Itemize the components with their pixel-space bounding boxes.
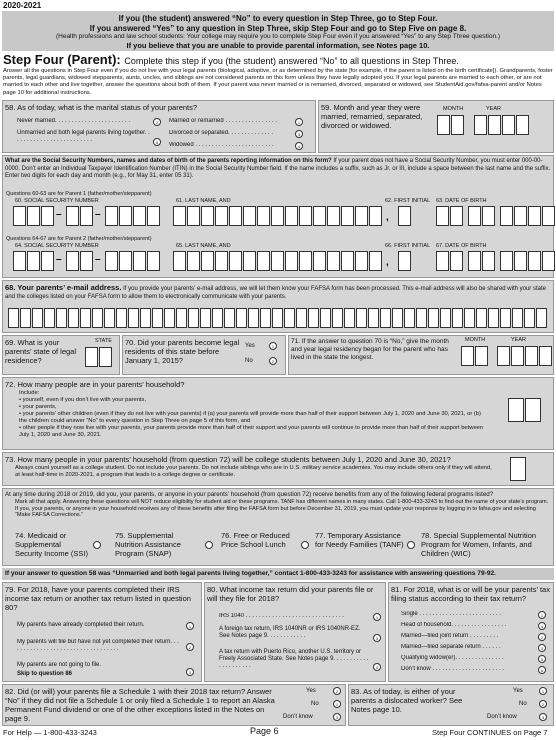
ssn-digit[interactable] bbox=[105, 251, 118, 271]
q59-month-label: MONTH bbox=[443, 106, 464, 112]
ssn-digit[interactable] bbox=[133, 251, 146, 271]
q59-year-digit[interactable] bbox=[502, 115, 515, 135]
last-name-letter[interactable] bbox=[355, 206, 368, 226]
q83-no-radio[interactable]: 2 bbox=[539, 700, 547, 708]
dob-month-digit[interactable] bbox=[450, 206, 463, 226]
ssn-digit[interactable] bbox=[147, 251, 160, 271]
benefit-74-checkbox[interactable] bbox=[93, 541, 101, 549]
last-name-letter[interactable] bbox=[173, 206, 186, 226]
q58-divorced-label: Divorced or separated. . . . . . . . . . . . . . bbox=[169, 130, 274, 136]
parent-identity-note: If your parent does not have a Social Security Number, you must enter 000-00-0000. Don’t enter an Individual Taxpayer Identification Number (ITIN) in the Social Security Number field. If the name includes a suffix, such as Jr. or III, include a space between the last name and the suffix. Enter two digits for each day and month (e.g., for May 31, enter 05 31). bbox=[5, 158, 551, 179]
last-name-letter[interactable] bbox=[229, 251, 242, 271]
step-title: Step Four (Parent): bbox=[3, 52, 121, 67]
last-name-letter[interactable] bbox=[299, 251, 312, 271]
q59-section bbox=[318, 100, 554, 153]
email-character-box[interactable] bbox=[404, 308, 415, 328]
banner-line-1: If you (the student) answered “No” to every question in Step Three, go to Step Four. bbox=[118, 14, 438, 23]
email-character-box[interactable] bbox=[140, 308, 151, 328]
footer-continues: Step Four CONTINUES on Page 7 bbox=[432, 728, 548, 737]
q72-count-digit[interactable] bbox=[508, 398, 524, 422]
q73-note: Always count yourself as a college student. Do not include your parents. Do not include siblings who are in U.S. military service academies. You may include others only if they will attend, at least half-time in 2020-2021, a program that leads to a college degree or certificate. bbox=[15, 465, 492, 478]
last-name-letter[interactable] bbox=[271, 206, 284, 226]
last-name-letter[interactable] bbox=[369, 251, 382, 271]
q73-count-digit[interactable] bbox=[510, 457, 526, 481]
q61-label: 61. LAST NAME, AND bbox=[176, 198, 231, 204]
q68-note: If you provide your parents’ e-mail address, we will let them know your FAFSA form has been processed. This e-mail address will also be shared with your state and the colleges listed on your FAFSA form to allow them to electronically communicate with your parents. bbox=[5, 286, 546, 300]
q68-text bbox=[5, 283, 551, 301]
benefit-77-label: 77. Temporary Assistance for Needy Families (TANF) bbox=[315, 531, 404, 549]
q63-label: 63. DATE OF BIRTH bbox=[436, 198, 487, 204]
ssn-digit[interactable] bbox=[27, 251, 40, 271]
q69-question: 69. What is your parents’ state of legal residence? bbox=[5, 338, 77, 365]
last-name-letter[interactable] bbox=[369, 206, 382, 226]
q79-question: 79. For 2018, have your parents completed their IRS income tax return or another tax return listed in question 80? bbox=[5, 585, 191, 612]
comma-separator: , bbox=[386, 212, 389, 223]
q72-bullet: • your parents, bbox=[19, 403, 57, 410]
q70-no-label: No bbox=[245, 358, 253, 364]
q58-married-radio[interactable]: 1 bbox=[295, 118, 303, 126]
q72-include-list bbox=[19, 390, 489, 439]
ssn-digit[interactable] bbox=[13, 206, 26, 226]
q58-married-label: Married or remarried . . . . . . . . . . . . . . . . bbox=[169, 118, 278, 124]
first-initial-box[interactable] bbox=[398, 206, 411, 226]
email-character-box[interactable] bbox=[500, 308, 511, 328]
q82-yes-radio[interactable]: 2 bbox=[333, 687, 341, 695]
q60-label: 60. SOCIAL SECURITY NUMBER bbox=[15, 198, 99, 204]
q80-section bbox=[204, 582, 386, 682]
ssn-digit[interactable] bbox=[119, 251, 132, 271]
unmarried-parents-notice: If your answer to question 58 was “Unmarried and both legal parents living together,” contact 1-800-433-3243 for assistance with answering questions 79-92. bbox=[2, 568, 554, 580]
q69-section bbox=[2, 335, 120, 375]
q70-section bbox=[122, 335, 286, 375]
ssn-digit[interactable] bbox=[80, 251, 93, 271]
q59-year-digit[interactable] bbox=[516, 115, 529, 135]
email-character-box[interactable] bbox=[236, 308, 247, 328]
q79-section bbox=[2, 582, 202, 682]
benefit-74-label: 74. Medicaid or Supplemental Security Income (SSI) bbox=[15, 531, 88, 558]
separator-dash: – bbox=[95, 209, 101, 220]
email-character-box[interactable] bbox=[356, 308, 367, 328]
q80-foreign-label: A foreign tax return, IRS 1040NR or IRS 1040NR-EZ. See Notes page 9. . . . . . . . . . . . bbox=[219, 626, 361, 640]
q71-month-digit[interactable] bbox=[461, 346, 474, 366]
step-heading bbox=[3, 52, 459, 68]
email-character-box[interactable] bbox=[44, 308, 55, 328]
email-character-box[interactable] bbox=[212, 308, 223, 328]
dob-year-digit[interactable] bbox=[542, 251, 555, 271]
q81-widow-radio[interactable]: 5 bbox=[538, 655, 546, 663]
q71-question: 71. If the answer to question 70 is “No,” give the month and year legal residency began for the parent who has lived in the state the longest. bbox=[291, 338, 449, 361]
q79-completed-label: My parents have already completed their return. bbox=[17, 622, 145, 628]
q59-question: 59. Month and year they were married, remarried, separated, divorced or widowed. bbox=[321, 103, 423, 130]
benefit-76-label: 76. Free or Reduced Price School Lunch bbox=[221, 531, 290, 549]
q81-single-radio[interactable]: 1 bbox=[538, 611, 546, 619]
email-character-box[interactable] bbox=[344, 308, 355, 328]
q72-count-digit[interactable] bbox=[525, 398, 541, 422]
footer-page-number: Page 6 bbox=[250, 726, 279, 736]
q80-question: 80. What income tax return did your parents file or will they file for 2018? bbox=[207, 585, 374, 603]
first-initial-box[interactable] bbox=[398, 251, 411, 271]
q72-question: 72. How many people are in your parents’ household? bbox=[5, 380, 185, 389]
q67-label: 67. DATE OF BIRTH bbox=[436, 243, 487, 249]
email-character-box[interactable] bbox=[20, 308, 31, 328]
q70-yes-radio[interactable]: 1 bbox=[269, 342, 277, 350]
last-name-letter[interactable] bbox=[355, 251, 368, 271]
last-name-letter[interactable] bbox=[341, 251, 354, 271]
q62-label: 62. FIRST INITIAL bbox=[385, 198, 431, 204]
last-name-letter[interactable] bbox=[257, 206, 270, 226]
email-character-box[interactable] bbox=[176, 308, 187, 328]
last-name-letter[interactable] bbox=[299, 206, 312, 226]
dob-year-digit[interactable] bbox=[514, 251, 527, 271]
q79-will-file-label: My parents will file but have not yet completed their return. . . . . . . . . . . . . . . . . . . . . . . . . . . . . . . . . . bbox=[17, 639, 179, 653]
parent-identity-section bbox=[2, 155, 554, 278]
q80-irs1040-label: IRS 1040 . . . . . . . . . . . . . . . . . . . . . . . . . . . . . . bbox=[219, 613, 345, 619]
benefit-77-checkbox[interactable] bbox=[407, 541, 415, 549]
dob-month-digit[interactable] bbox=[450, 251, 463, 271]
email-character-box[interactable] bbox=[260, 308, 271, 328]
q58-widowed-label: Widowed . . . . . . . . . . . . . . . . . . . . . . . . bbox=[169, 142, 274, 148]
ssn-digit[interactable] bbox=[27, 206, 40, 226]
ssn-digit[interactable] bbox=[133, 206, 146, 226]
last-name-letter[interactable] bbox=[271, 251, 284, 271]
last-name-letter[interactable] bbox=[327, 251, 340, 271]
q64-label: 64. SOCIAL SECURITY NUMBER bbox=[15, 243, 99, 249]
dob-day-digit[interactable] bbox=[482, 251, 495, 271]
q73-section bbox=[2, 452, 554, 486]
email-character-box[interactable] bbox=[152, 308, 163, 328]
parent2-heading: Questions 64-67 are for Parent 2 (father/mother/stepparent) bbox=[6, 236, 152, 242]
benefit-75-checkbox[interactable] bbox=[205, 541, 213, 549]
q71-year-label: YEAR bbox=[511, 337, 526, 343]
separator-dash: – bbox=[95, 254, 101, 265]
last-name-letter[interactable] bbox=[285, 251, 298, 271]
q79-not-file-label: My parents are not going to file. bbox=[17, 662, 102, 668]
q82-yes-label: Yes bbox=[306, 688, 316, 694]
q72-section bbox=[2, 377, 554, 450]
q58-unmarried-label: Unmarried and both legal parents living together. . . . . . . . . . . . . . . . . . . . . . . . . bbox=[17, 130, 150, 144]
benefit-75-label: 75. Supplemental Nutrition Assistance Program (SNAP) bbox=[115, 531, 181, 558]
q83-yes-label: Yes bbox=[513, 688, 523, 694]
q81-separate-label: Married—filed separate return . . . . . . bbox=[401, 644, 501, 650]
dob-day-digit[interactable] bbox=[468, 206, 481, 226]
q59-year-digit[interactable] bbox=[488, 115, 501, 135]
q58-widowed-radio[interactable]: 4 bbox=[295, 142, 303, 150]
last-name-letter[interactable] bbox=[285, 206, 298, 226]
q81-widow-label: Qualifying widow(er). . . . . . . . . . . . . . . bbox=[401, 655, 504, 661]
ssn-digit[interactable] bbox=[41, 251, 54, 271]
email-character-box[interactable] bbox=[284, 308, 295, 328]
email-character-box[interactable] bbox=[68, 308, 79, 328]
banner-line-3: (Health professions and law school students: Your college may require you to complete Step Four even if you answered “Yes” to any Step Three question.) bbox=[55, 33, 501, 41]
q83-no-label: No bbox=[519, 701, 527, 707]
last-name-letter[interactable] bbox=[187, 206, 200, 226]
q59-month-digit[interactable] bbox=[437, 115, 450, 135]
q69-state-label: STATE bbox=[95, 338, 112, 344]
ssn-digit[interactable] bbox=[13, 251, 26, 271]
form-year: 2020-2021 bbox=[3, 1, 42, 10]
email-character-box[interactable] bbox=[164, 308, 175, 328]
q58-question: 58. As of today, what is the marital status of your parents? bbox=[5, 103, 198, 112]
last-name-letter[interactable] bbox=[215, 206, 228, 226]
q71-year-digit[interactable] bbox=[497, 346, 510, 366]
q58-never-married-label: Never married. . . . . . . . . . . . . . . . . . . . . . . bbox=[17, 118, 131, 124]
q59-month-digit[interactable] bbox=[451, 115, 464, 135]
email-character-box[interactable] bbox=[452, 308, 463, 328]
ssn-digit[interactable] bbox=[105, 206, 118, 226]
separator-dash: – bbox=[56, 209, 62, 220]
q83-question: 83. As of today, is either of your parents a dislocated worker? See Notes page 10. bbox=[351, 687, 463, 714]
dob-year-digit[interactable] bbox=[514, 206, 527, 226]
q59-year-digit[interactable] bbox=[474, 115, 487, 135]
last-name-letter[interactable] bbox=[313, 251, 326, 271]
q79-will-file-radio[interactable]: 2 bbox=[186, 643, 194, 651]
email-character-box[interactable] bbox=[368, 308, 379, 328]
dob-year-digit[interactable] bbox=[528, 251, 541, 271]
email-character-box[interactable] bbox=[128, 308, 139, 328]
last-name-letter[interactable] bbox=[187, 251, 200, 271]
q81-question: 81. For 2018, what is or will be your parents’ tax filing status according to their tax return? bbox=[391, 585, 550, 603]
q68-question: 68. Your parents’ e-mail address. bbox=[5, 283, 122, 292]
email-character-box[interactable] bbox=[392, 308, 403, 328]
email-character-box[interactable] bbox=[104, 308, 115, 328]
q81-joint-radio[interactable]: 2 bbox=[538, 633, 546, 641]
banner-line-4: If you believe that you are unable to provide parental information, see Notes page 10. bbox=[126, 40, 430, 50]
ssn-digit[interactable] bbox=[119, 206, 132, 226]
dob-year-digit[interactable] bbox=[528, 206, 541, 226]
q58-section bbox=[2, 100, 316, 153]
q83-section bbox=[348, 684, 554, 726]
q71-month-digit[interactable] bbox=[475, 346, 488, 366]
dob-year-digit[interactable] bbox=[500, 206, 513, 226]
email-character-box[interactable] bbox=[428, 308, 439, 328]
email-character-box[interactable] bbox=[320, 308, 331, 328]
email-character-box[interactable] bbox=[116, 308, 127, 328]
q81-dont-know-radio[interactable]: 6 bbox=[538, 666, 546, 674]
q81-single-label: Single . . . . . . . . . . . . . . . . . . . . . . . . . bbox=[401, 611, 502, 617]
footer-help: For Help — 1-800-433-3243 bbox=[3, 728, 97, 737]
dob-year-digit[interactable] bbox=[542, 206, 555, 226]
benefit-78-label: 78. Special Supplemental Nutrition Program for Women, Infants, and Children (WIC) bbox=[421, 531, 537, 558]
separator-dash: – bbox=[56, 254, 62, 265]
email-character-box[interactable] bbox=[80, 308, 91, 328]
ssn-digit[interactable] bbox=[66, 251, 79, 271]
q82-no-radio[interactable]: 1 bbox=[333, 700, 341, 708]
q72-bullet: • other people if they now live with your parents, your parents provide more than half of their support and your parents will continue to provide more than half of their support between July 1, 2020 and June 30, 2021. bbox=[19, 424, 484, 438]
instruction-banner bbox=[2, 11, 554, 51]
last-name-letter[interactable] bbox=[243, 206, 256, 226]
dob-day-digit[interactable] bbox=[482, 206, 495, 226]
email-character-box[interactable] bbox=[332, 308, 343, 328]
email-character-box[interactable] bbox=[56, 308, 67, 328]
comma-separator: , bbox=[386, 257, 389, 268]
email-character-box[interactable] bbox=[200, 308, 211, 328]
last-name-letter[interactable] bbox=[215, 251, 228, 271]
last-name-letter[interactable] bbox=[229, 206, 242, 226]
q81-hoh-radio[interactable]: 4 bbox=[538, 622, 546, 630]
ssn-digit[interactable] bbox=[66, 206, 79, 226]
q65-label: 65. LAST NAME, AND bbox=[176, 243, 231, 249]
ssn-digit[interactable] bbox=[147, 206, 160, 226]
last-name-letter[interactable] bbox=[201, 206, 214, 226]
q69-state-letter[interactable] bbox=[85, 347, 98, 367]
email-character-box[interactable] bbox=[416, 308, 427, 328]
benefits-note: Mark all that apply. Answering these questions will NOT reduce eligibility for student aid or these programs. TANF has different names in many states. Call 1-800-433-3243 to find out the name of your state’s program. If you, your parents, or anyone in your household receives any of these benefits after filing the FAFSA form but before December 31, 2019, you must update your response by logging in to fafsa.gov and selecting “Make FAFSA Corrections.” bbox=[15, 499, 549, 519]
last-name-letter[interactable] bbox=[327, 206, 340, 226]
q79-completed-radio[interactable]: 1 bbox=[186, 622, 194, 630]
q70-yes-label: Yes bbox=[245, 343, 255, 349]
parent-identity-question: What are the Social Security Numbers, names and dates of birth of the parents reporting information on this form? bbox=[5, 158, 332, 164]
q59-year-label: YEAR bbox=[486, 106, 501, 112]
last-name-letter[interactable] bbox=[201, 251, 214, 271]
banner-line-2: If you answered “Yes” to any question in Step Three, skip Step Four and go to Step Five on page 8. bbox=[89, 23, 467, 33]
email-character-box[interactable] bbox=[272, 308, 283, 328]
q83-dont-know-label: Don’t know bbox=[487, 714, 517, 720]
last-name-letter[interactable] bbox=[243, 251, 256, 271]
email-character-box[interactable] bbox=[224, 308, 235, 328]
q81-section bbox=[388, 582, 554, 682]
email-character-box[interactable] bbox=[296, 308, 307, 328]
last-name-letter[interactable] bbox=[257, 251, 270, 271]
email-character-box[interactable] bbox=[188, 308, 199, 328]
step-subtitle: Complete this step if you (the student) answered “No” to all questions in Step Three. bbox=[124, 56, 459, 66]
q81-dont-know-label: Don’t know . . . . . . . . . . . . . . . . . . . . . . bbox=[401, 666, 505, 672]
q83-yes-radio[interactable]: 1 bbox=[539, 687, 547, 695]
email-character-box[interactable] bbox=[92, 308, 103, 328]
email-character-box[interactable] bbox=[524, 308, 535, 328]
ssn-digit[interactable] bbox=[80, 206, 93, 226]
email-character-box[interactable] bbox=[248, 308, 259, 328]
dob-month-digit[interactable] bbox=[436, 251, 449, 271]
step-intro: Answer all the questions in Step Four even if you do not live with your legal parents (biological, adoptive, or as determined by the state [for example, if the parent is listed on the birth certificate]). Grandparents, foster parents, legal guardians, widowed stepparents, aunts, uncles, and siblings are not considered parents on this form unless they have legally adopted you. If your legal parents are married to each other, or are not married to each other and live together, answer the questions about both of them. If your parent was never married or is remarried, divorced, separated or widowed, see StudentAid.gov/fafsa-parent and/or Notes page 10 for additional instructions. bbox=[3, 68, 553, 96]
q70-no-radio[interactable]: 2 bbox=[269, 357, 277, 365]
q82-dont-know-radio[interactable]: 3 bbox=[333, 713, 341, 721]
q81-separate-radio[interactable]: 3 bbox=[538, 644, 546, 652]
q79-skip-note: Skip to question 86 bbox=[17, 671, 73, 677]
q72-bullet: • yourself, even if you don’t live with your parents, bbox=[19, 396, 147, 403]
last-name-letter[interactable] bbox=[313, 206, 326, 226]
q69-state-letter[interactable] bbox=[99, 347, 112, 367]
q82-no-label: No bbox=[311, 701, 319, 707]
q70-question: 70. Did your parents become legal residents of this state before January 1, 2015? bbox=[125, 338, 240, 365]
q71-month-label: MONTH bbox=[465, 337, 486, 343]
q81-hoh-label: Head of household. . . . . . . . . . . . . . . . . bbox=[401, 622, 507, 628]
q71-year-digit[interactable] bbox=[511, 346, 524, 366]
email-character-box[interactable] bbox=[308, 308, 319, 328]
q79-not-file-radio[interactable]: 3 bbox=[186, 668, 194, 676]
q58-unmarried-radio[interactable]: 5 bbox=[153, 138, 161, 146]
dob-month-digit[interactable] bbox=[436, 206, 449, 226]
q82-question: 82. Did (or will) your parents file a Schedule 1 with their 2018 tax return? Answer “No” if they did not file a Schedule 1 or only filed a Schedule 1 to report an Alaska Permanent Fund dividend or one of the other exceptions listed in the Notes on page 9. bbox=[5, 687, 275, 723]
email-character-box[interactable] bbox=[440, 308, 451, 328]
q58-never-married-radio[interactable]: 2 bbox=[153, 118, 161, 126]
benefits-section bbox=[2, 488, 554, 566]
email-character-box[interactable] bbox=[32, 308, 43, 328]
email-character-box[interactable] bbox=[476, 308, 487, 328]
parent1-heading: Questions 60-63 are for Parent 1 (father/mother/stepparent) bbox=[6, 191, 152, 197]
email-character-box[interactable] bbox=[512, 308, 523, 328]
q80-foreign-radio[interactable]: 3 bbox=[373, 634, 381, 642]
benefit-76-checkbox[interactable] bbox=[301, 541, 309, 549]
q80-territory-label: A tax return with Puerto Rico, another U.S. territory or Freely Associated State. See Notes page 9. . . . . . . . . . . . . . . . . . . . . bbox=[219, 649, 369, 670]
q83-dont-know-radio[interactable]: 3 bbox=[539, 713, 547, 721]
q81-joint-label: Married—filed joint return . . . . . . . . . bbox=[401, 633, 499, 639]
q82-dont-know-label: Don’t know bbox=[283, 714, 313, 720]
ssn-digit[interactable] bbox=[41, 206, 54, 226]
q66-label: 66. FIRST INITIAL bbox=[385, 243, 431, 249]
email-character-box[interactable] bbox=[464, 308, 475, 328]
email-character-box[interactable] bbox=[488, 308, 499, 328]
q82-section bbox=[2, 684, 346, 726]
q68-section bbox=[2, 280, 554, 333]
q71-year-digit[interactable] bbox=[525, 346, 538, 366]
q72-bullet: • your parents’ other children (even if they do not live with your parents) if (a) your parents will provide more than half of their support between July 1, 2020 and June 30, 2021, or (b) the children could answer “No” to every question in Step Three on page 5 of this form, and bbox=[19, 410, 481, 424]
email-character-box[interactable] bbox=[536, 308, 547, 328]
q71-year-digit[interactable] bbox=[539, 346, 552, 366]
email-character-box[interactable] bbox=[8, 308, 19, 328]
q58-divorced-radio[interactable]: 3 bbox=[295, 130, 303, 138]
q72-include-label: Include: bbox=[19, 390, 40, 396]
parent-identity-text bbox=[5, 158, 551, 181]
last-name-letter[interactable] bbox=[173, 251, 186, 271]
q73-question: 73. How many people in your parents’ household (from question 72) will be college students between July 1, 2020 and June 30, 2021? bbox=[5, 455, 451, 464]
benefits-question: At any time during 2018 or 2019, did you, your parents, or anyone in your parents’ household (from question 72) receive benefits from any of the following federal programs listed? bbox=[5, 491, 494, 498]
last-name-letter[interactable] bbox=[341, 206, 354, 226]
q80-territory-radio[interactable]: 4 bbox=[373, 663, 381, 671]
q71-section bbox=[288, 335, 554, 375]
email-character-box[interactable] bbox=[380, 308, 391, 328]
q80-irs1040-radio[interactable]: 1 bbox=[373, 613, 381, 621]
dob-year-digit[interactable] bbox=[500, 251, 513, 271]
dob-day-digit[interactable] bbox=[468, 251, 481, 271]
